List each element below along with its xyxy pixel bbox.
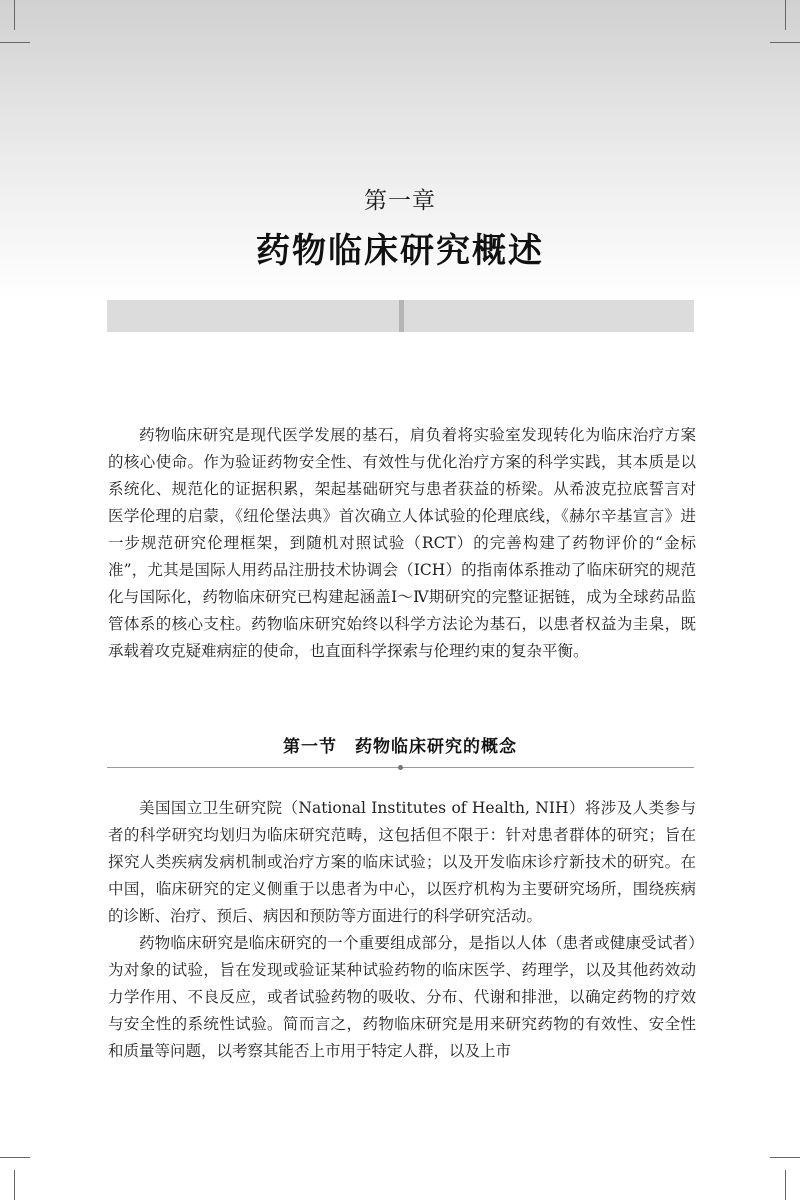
title-bar-divider [399,300,404,332]
crop-mark-bottom-right-vertical [785,1170,786,1200]
section-heading: 第一节 药物临床研究的概念 [283,737,517,757]
section-paragraph-2: 药物临床研究是临床研究的一个重要组成部分，是指以人体（患者或健康受试者）为对象的试验，旨在发现或验证某种试验药物的临床医学、药理学，以及其他药效动力学作用、不良反应，或者试验药物的吸收、分布、代谢和排泄，以确定药物的疗效与安全性的系统性试验。简而言之，药物临床研究是用来研究药物的有效性、安全性和质量等问题，以考察其能否上市用于特定人群，以及上市 [108,934,696,1060]
section-paragraph-1: 美国国立卫生研究院（National Institutes of Health, NIH）将涉及人类参与者的科学研究均划归为临床研究范畴，这包括但不限于：针对患者群体的研究；旨在探究人类疾病发病机制或治疗方案的临床试验；以及开发临床诊疗新技术的研究。在中国，临床研究的定义侧重于以患者为中心，以医疗机构为主要研究场所，围绕疾病的诊断、治疗、预后、病因和预防等方面进行的科学研究活动。 [108,799,696,925]
crop-mark-bottom-left-horizontal [0,1157,30,1158]
crop-mark-bottom-right-horizontal [770,1157,800,1158]
chapter-title-bar [107,300,694,332]
section-divider-dot [398,765,403,770]
crop-mark-top-left-horizontal [0,42,30,43]
chapter-title: 药物临床研究概述 [256,231,544,271]
crop-mark-top-right-vertical [785,0,786,30]
crop-mark-top-left-vertical [14,0,15,30]
chapter-intro-paragraph: 药物临床研究是现代医学发展的基石，肩负着将实验室发现转化为临床治疗方案的核心使命。作为验证药物安全性、有效性与优化治疗方案的科学实践，其本质是以系统化、规范化的证据积累，架起基础研究与患者获益的桥梁。从希波克拉底誓言对医学伦理的启蒙，《纽伦堡法典》首次确立人体试验的伦理底线，《赫尔辛基宣言》进一步规范研究伦理框架，到随机对照试验（RCT）的完善构建了药物评价的“金标准”，尤其是国际人用药品注册技术协调会（ICH）的指南体系推动了临床研究的规范化与国际化，药物临床研究已构建起涵盖Ⅰ～Ⅳ期研究的完整证据链，成为全球药品监管体系的核心支柱。药物临床研究始终以科学方法论为基石，以患者权益为圭臬，既承载着攻克疑难病症的使命，也直面科学探索与伦理约束的复杂平衡。 [108,426,696,660]
chapter-number: 第一章 [364,188,436,214]
crop-mark-bottom-left-vertical [14,1170,15,1200]
crop-mark-top-right-horizontal [770,42,800,43]
section-body [108,795,696,1065]
